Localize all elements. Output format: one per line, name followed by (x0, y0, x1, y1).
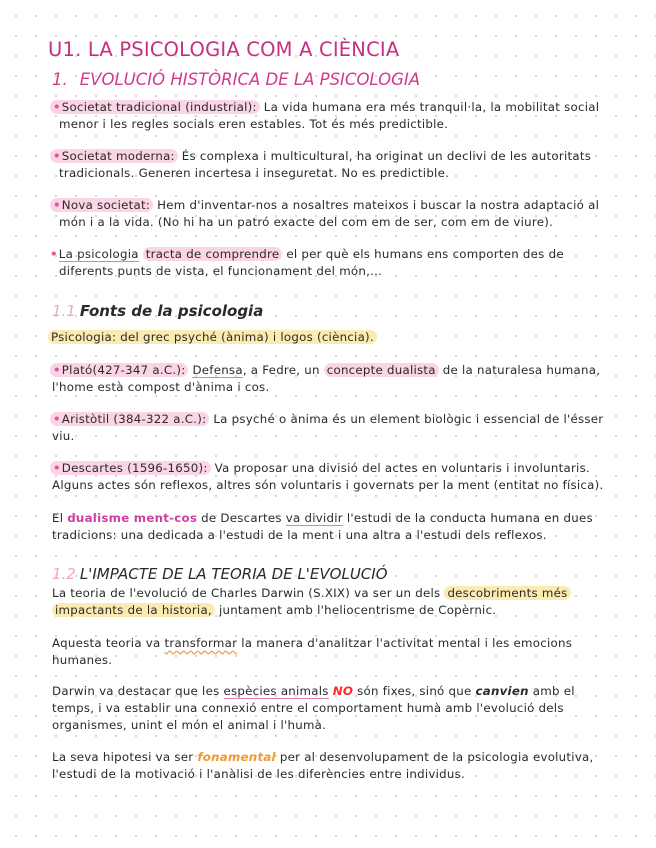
bullet-descartes: •Descartes (1596-1650): Va proposar una divisió del actes en voluntaris i involuntaris. Alguns actes són reflexos, altres són voluntaris i governats per la ment (entitat no física). (52, 461, 604, 492)
bullet-dot-icon: • (53, 412, 61, 426)
section-1-2-number: 1.2 (52, 565, 76, 583)
bullet-dot-icon: • (53, 100, 61, 114)
bullet-dot-icon: • (53, 461, 61, 475)
bullet-dot-icon: • (53, 198, 61, 212)
page-title: U1. LA PSICOLOGIA COM A CIÈNCIA (48, 38, 400, 61)
section-1-2-heading (52, 565, 388, 583)
section-1-2-title: L'IMPACTE DE LA TEORIA DE L'EVOLUCIÓ (79, 565, 388, 583)
darwin-paragraph-1: La teoria de l'evolució de Charles Darwin (S.XIX) va ser un dels descobriments més impactants de la historia, juntament amb l'heliocentrisme de Copèrnic. (52, 585, 642, 619)
bullet-dot-icon: • (53, 363, 61, 377)
term-highlight: •Societat tradicional (industrial): (50, 100, 260, 114)
section-1-1-heading (52, 302, 263, 320)
bullet-aristotil: •Aristòtil (384-322 a.C.): La psyché o ànima és un element biològic i essencial de l'ésser viu. (52, 412, 604, 443)
greek-origin-highlight: Psicologia: del grec psyché (ànima) i logos (ciència). (48, 329, 377, 346)
term-highlight: •Plató(427-347 a.C.): (50, 363, 188, 377)
darwin-paragraph-3: Darwin va destacar que les espècies animals NO són fixes, sinó que canvien amb el temps, i va establir una connexió entre el comportament humà amb l'evolució dels organismes, unint el món el animal i l'humà. (52, 684, 575, 732)
section-1-1-number: 1.1 (52, 302, 76, 320)
term-highlight: •Nova societat: (50, 198, 153, 212)
term-highlight: •Societat moderna: (50, 149, 178, 163)
bullet-dot-icon: • (53, 149, 61, 163)
section-1-title: EVOLUCIÓ HISTÒRICA DE LA PSICOLOGIA (79, 70, 421, 89)
darwin-paragraph-2: Aquesta teoria va transformar la manera d'analitzar l'activitat mental i les emocions humanes. (52, 636, 573, 667)
bullet-dot-icon: • (50, 247, 58, 261)
term-highlight: •Aristòtil (384-322 a.C.): (50, 412, 209, 426)
darwin-paragraph-4: La seva hipotesi va ser fonamental per al desenvolupament de la psicologia evolutiva, l'estudi de la motivació i l'anàlisi de les diferències entre individus. (52, 750, 594, 781)
dualisme-paragraph: El dualisme ment-cos de Descartes va dividir l'estudi de la conducta humana en dues tradicions: una dedicada a l'estudi de la ment i una altra a l'estudi dels reflexos. (52, 511, 593, 542)
bullet-plato: •Plató(427-347 a.C.): Defensa, a Fedre, un concepte dualista de la naturalesa humana, l'home està compost d'ànima i cos. (52, 363, 601, 394)
term-highlight: •Descartes (1596-1650): (50, 461, 211, 475)
section-1-number: 1. (52, 70, 68, 89)
section-1-1-title: Fonts de la psicologia (79, 302, 264, 320)
bullet-societat-moderna: •Societat moderna: És complexa i multicultural, ha originat un declivi de les autoritats tradicionals. Generen incertesa i inseguretat. No es predictible. (50, 148, 640, 182)
bullet-nova-societat: •Nova societat: Hem d'inventar-nos a nosaltres mateixos i buscar la nostra adaptació al món i a la vida. (No hi ha un patró exacte del com em de ser, com em de viure). (50, 197, 640, 231)
section-1-heading (52, 70, 420, 89)
bullet-societat-tradicional: •Societat tradicional (industrial): La vida humana era més tranquil·la, la mobilitat social menor i les regles socials eren estables. Tot és més predictible. (50, 99, 640, 133)
bullet-la-psicologia: •La psicologia tracta de comprendre el per què els humans ens comporten des de diferents punts de vista, el funcionament del món,... (50, 247, 564, 278)
